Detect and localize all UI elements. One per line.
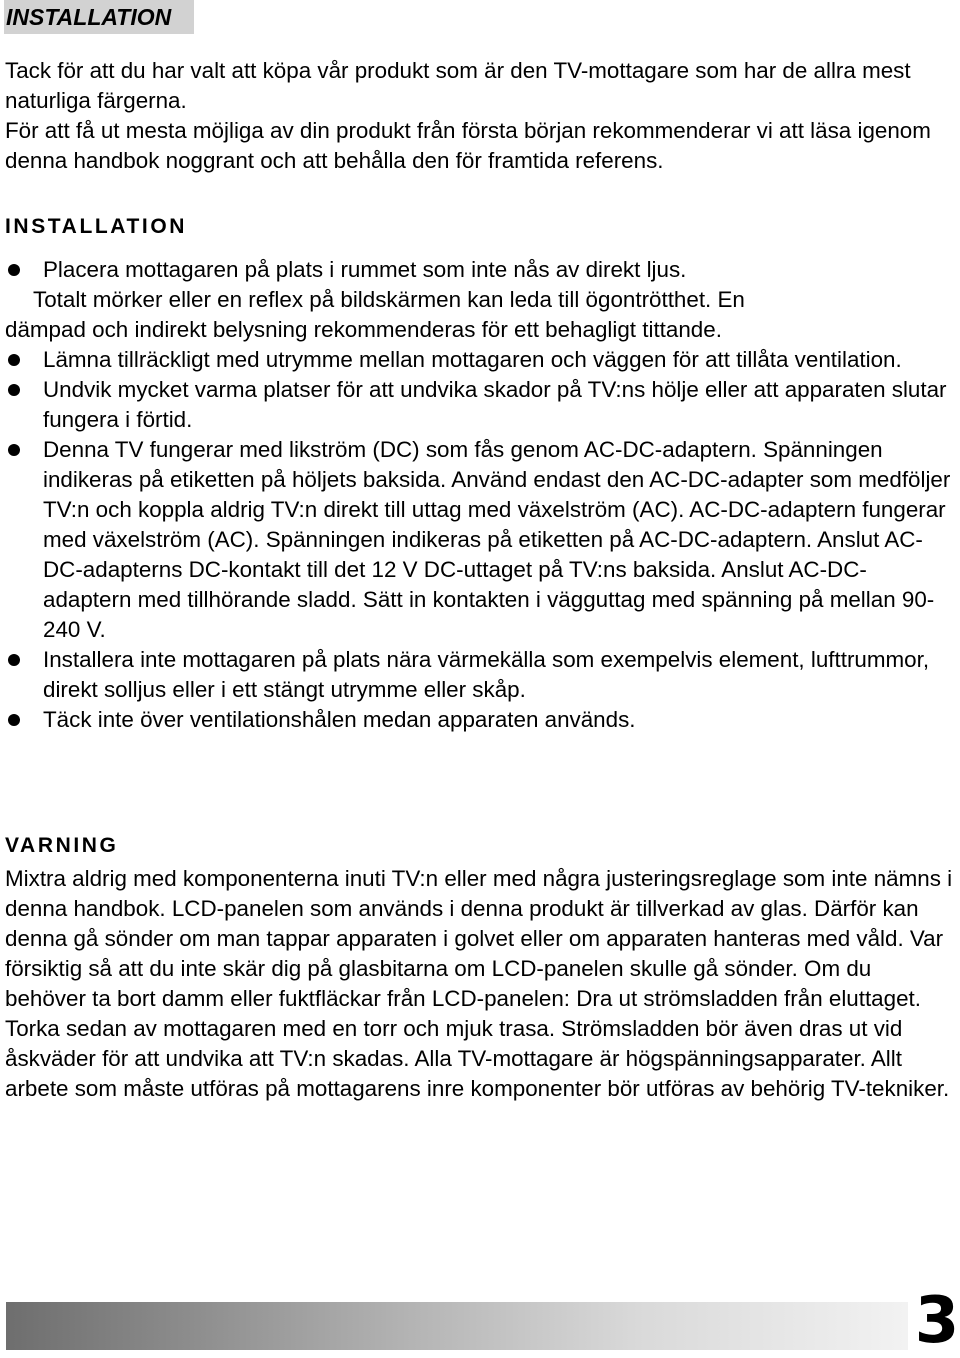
intro-text [5,56,955,176]
list-item-text: Denna TV fungerar med likström (DC) som fås genom AC-DC-adaptern. Spänningen indikeras på etiketten på höljets baksida. Använd endast den AC-DC-adapter som medföljer TV:n och koppla aldrig TV:n direkt till uttag med växelström (AC). AC-DC-adaptern fungerar med växelström (AC). Spänningen indikeras på etiketten på AC-DC-adaptern. Anslut AC-DC-adapterns DC-kontakt till det 12 V DC-uttaget på TV:ns baksida. Anslut AC-DC-adaptern med tillhörande sladd. Sätt in kontakten i vägguttag med spänning på mellan 90-240 V. [43,437,951,642]
bullet-icon [8,264,20,276]
bullet-icon [8,354,20,366]
warning-heading: VARNING [5,834,119,857]
page-number: 3 [914,1284,960,1358]
section-header: INSTALLATION [4,0,194,34]
bullet-icon [8,444,20,456]
list-item [5,705,955,735]
list-item-text: Installera inte mottagaren på plats nära värmekälla som exempelvis element, lufttrummor, direkt solljus eller i ett stängt utrymme eller skåp. [43,647,930,702]
footer-gradient-bar [6,1302,908,1350]
list-item-text: Undvik mycket varma platser för att undvika skador på TV:ns hölje eller att apparaten slutar fungera i förtid. [43,377,947,432]
bullet-icon [8,714,20,726]
list-item-text: Lämna tillräckligt med utrymme mellan mottagaren och väggen för att tillåta ventilation. [43,347,902,372]
list-item [5,375,955,435]
list-item [5,255,955,345]
list-item [5,645,955,705]
list-item-line: Placera mottagaren på plats i rummet som inte nås av direkt ljus. [43,257,687,282]
list-item-line: Totalt mörker eller en reflex på bildskärmen kan leda till ögontrötthet. En [33,287,745,312]
list-item-text: Täck inte över ventilationshålen medan apparaten används. [43,707,636,732]
bullet-icon [8,654,20,666]
intro-paragraph-2: För att få ut mesta möjliga av din produkt från första början rekommenderar vi att läsa igenom denna handbok noggrant och att behålla den för framtida referens. [5,118,931,173]
list-item [5,345,955,375]
intro-paragraph-1: Tack för att du har valt att köpa vår produkt som är den TV-mottagare som har de allra mest naturliga färgerna. [5,58,911,113]
list-item-line: dämpad och indirekt belysning rekommenderas för ett behagligt tittande. [5,317,722,342]
list-item [5,435,955,645]
bullet-icon [8,384,20,396]
installation-heading: INSTALLATION [5,215,188,238]
warning-text: Mixtra aldrig med komponenterna inuti TV:n eller med några justeringsreglage som inte nämns i denna handbok. LCD-panelen som används i denna produkt är tillverkad av glas. Därför kan denna gå sönder om man tappar apparaten i golvet eller om apparaten hanteras med våld. Var försiktig så att du inte skär dig på glasbitarna om LCD-panelen skulle gå sönder. Om du behöver ta bort damm eller fuktfläckar från LCD-panelen: Dra ut strömsladden från eluttaget. Torka sedan av mottagaren med en torr och mjuk trasa. Strömsladden bör även dras ut vid åskväder för att undvika att TV:n skadas. Alla TV-mottagare är högspänningsapparater. Allt arbete som måste utföras på mottagarens inre komponenter bör utföras av behörig TV-tekniker. [5,866,953,1101]
installation-list [5,255,955,735]
